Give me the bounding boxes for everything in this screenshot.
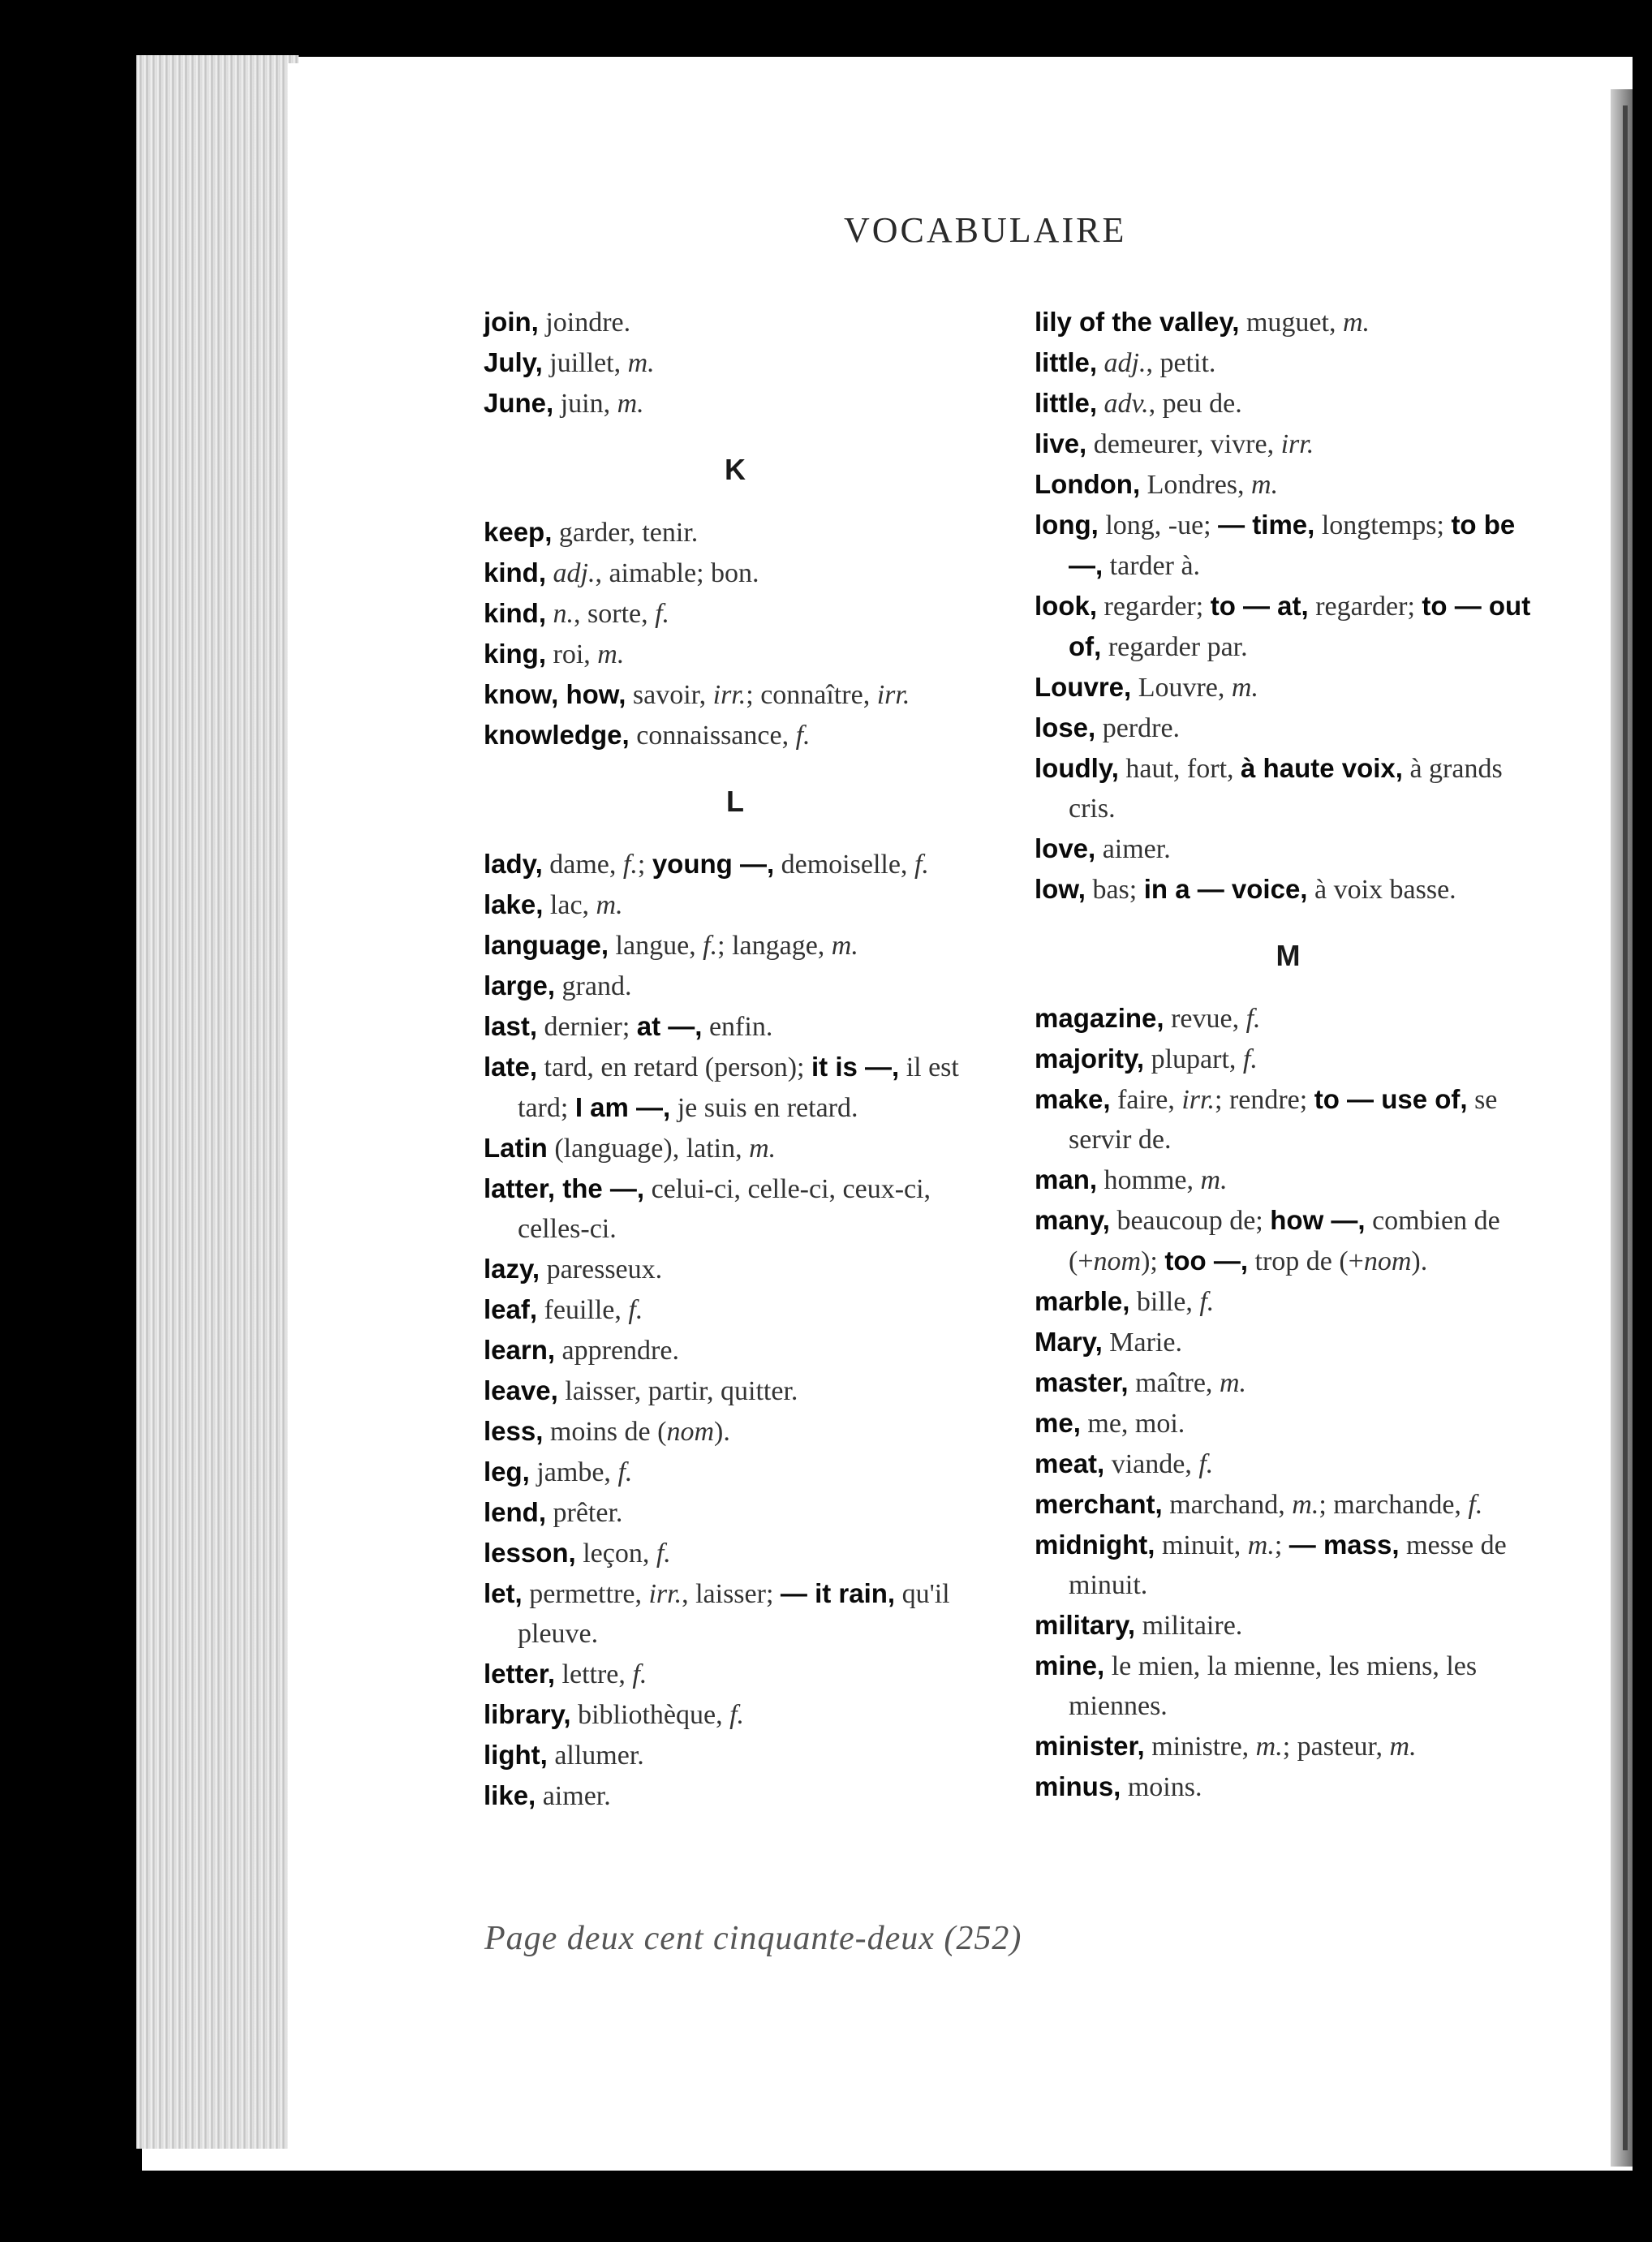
left-column	[484, 302, 987, 1816]
headword: too —,	[1164, 1246, 1248, 1276]
grammar-abbrev: irr.	[1280, 429, 1314, 459]
headword: language,	[484, 930, 609, 960]
grammar-abbrev: n.	[553, 599, 574, 629]
headword: meat,	[1035, 1448, 1105, 1478]
headword: live,	[1035, 428, 1087, 458]
definition-text: ;	[1274, 1530, 1289, 1560]
definition-text	[1097, 389, 1104, 419]
headword: knowledge,	[484, 720, 630, 750]
grammar-abbrev: m.	[596, 890, 623, 920]
vocabulary-entry	[484, 1128, 987, 1168]
vocabulary-entry	[1035, 383, 1542, 424]
right-column	[1035, 302, 1542, 1807]
headword: less,	[484, 1416, 544, 1446]
vocabulary-entry	[1035, 302, 1542, 342]
vocabulary-entry	[1035, 748, 1542, 828]
definition-text: juillet,	[542, 348, 628, 378]
definition-text: demeurer, vivre,	[1086, 429, 1281, 459]
grammar-abbrev: m.	[749, 1134, 777, 1164]
grammar-abbrev: m.	[1219, 1368, 1246, 1398]
headword: low,	[1035, 874, 1086, 904]
definition-text: , peu de.	[1148, 389, 1242, 419]
headword: long,	[1035, 510, 1099, 540]
definition-text: viande,	[1104, 1449, 1199, 1479]
vocabulary-entry	[1035, 586, 1542, 667]
grammar-abbrev: f.	[655, 599, 670, 629]
vocabulary-entry	[1035, 1079, 1542, 1160]
grammar-abbrev: m.	[1389, 1732, 1417, 1762]
headword: love,	[1035, 833, 1096, 863]
definition-text: homme,	[1097, 1165, 1201, 1195]
vocabulary-entry	[484, 1006, 987, 1047]
scan-border-bottom	[0, 2171, 1652, 2242]
grammar-abbrev: f.	[656, 1538, 671, 1569]
headword: magazine,	[1035, 1003, 1164, 1033]
headword: let,	[484, 1578, 523, 1608]
definition-text: minuit,	[1155, 1530, 1248, 1560]
definition-text: connaissance,	[629, 721, 796, 751]
headword: — mass,	[1288, 1530, 1400, 1560]
scan-border-left	[0, 0, 142, 2242]
vocabulary-entry	[484, 383, 987, 424]
vocabulary-entry	[1035, 1362, 1542, 1403]
vocabulary-entry	[1035, 1200, 1542, 1281]
headword: in a — voice,	[1143, 874, 1308, 904]
headword: lady,	[484, 849, 543, 879]
definition-text: ; pasteur,	[1282, 1732, 1390, 1762]
binding-shadow	[1611, 89, 1633, 2167]
vocabulary-entry	[484, 1289, 987, 1330]
headword: lose,	[1035, 712, 1096, 742]
headword: kind,	[484, 557, 547, 587]
headword: — time,	[1218, 510, 1315, 540]
vocabulary-entry	[1035, 1605, 1542, 1646]
definition-text: , petit.	[1146, 348, 1216, 378]
definition-text	[546, 599, 553, 629]
definition-text: Marie.	[1102, 1328, 1182, 1358]
vocabulary-entry	[1035, 998, 1542, 1039]
vocabulary-entry	[484, 1371, 987, 1411]
vocabulary-entry	[1035, 505, 1542, 586]
vocabulary-entry	[484, 553, 987, 593]
definition-text: bas;	[1085, 875, 1144, 905]
grammar-abbrev: m.	[1231, 673, 1258, 703]
vocabulary-entry	[484, 966, 987, 1006]
definition-text: , laisser;	[682, 1579, 781, 1609]
definition-text: muguet,	[1239, 308, 1343, 338]
definition-text: militaire.	[1135, 1611, 1243, 1641]
section-letter: M	[1276, 939, 1301, 972]
definition-text: dame,	[542, 850, 623, 880]
grammar-abbrev: m.	[1292, 1490, 1319, 1520]
headword: lazy,	[484, 1254, 540, 1284]
grammar-abbrev: irr.	[712, 680, 746, 710]
grammar-abbrev: irr.	[876, 680, 910, 710]
headword: majority,	[1035, 1044, 1145, 1074]
definition-text: regarder;	[1097, 592, 1211, 622]
definition-text: aimer.	[1095, 834, 1171, 864]
definition-text: regarder par.	[1101, 632, 1248, 662]
grammar-abbrev: irr.	[648, 1579, 682, 1609]
definition-text: celui-ci, celle-ci, ceux-ci, celles-ci.	[518, 1174, 931, 1244]
definition-text: apprendre.	[555, 1336, 679, 1366]
grammar-abbrev: m.	[1251, 470, 1279, 500]
definition-text: ;	[637, 850, 652, 880]
grammar-abbrev: f.	[1198, 1449, 1214, 1479]
headword: lend,	[484, 1497, 547, 1527]
headword: know, how,	[484, 679, 626, 709]
vocabulary-entry	[1035, 1322, 1542, 1362]
headword: to — at,	[1210, 591, 1309, 621]
grammar-abbrev: f.	[632, 1659, 647, 1689]
headword: man,	[1035, 1164, 1098, 1194]
headword: large,	[484, 970, 556, 1001]
grammar-abbrev: m.	[1200, 1165, 1228, 1195]
definition-text: perdre.	[1095, 713, 1181, 743]
vocabulary-entry	[484, 1492, 987, 1533]
definition-text: ; connaître,	[746, 680, 877, 710]
headword: many,	[1035, 1205, 1110, 1235]
definition-text: plupart,	[1144, 1044, 1243, 1074]
definition-text: allumer.	[547, 1741, 644, 1771]
vocabulary-entry	[1035, 342, 1542, 383]
definition-text: lettre,	[555, 1659, 633, 1689]
headword: to be —,	[1069, 510, 1516, 580]
definition-text: il est tard;	[518, 1052, 959, 1123]
definition-text	[1097, 348, 1104, 378]
headword: at —,	[636, 1011, 703, 1041]
headword: keep,	[484, 517, 553, 547]
headword: little,	[1035, 388, 1098, 418]
headword: how —,	[1270, 1205, 1366, 1235]
headword: look,	[1035, 591, 1098, 621]
vocabulary-entry	[1035, 1766, 1542, 1807]
definition-text: garder, tenir.	[552, 518, 699, 548]
vocabulary-entry	[1035, 1484, 1542, 1525]
grammar-abbrev: nom	[1363, 1246, 1412, 1276]
headword: merchant,	[1035, 1489, 1163, 1519]
headword: July,	[484, 347, 543, 377]
definition-text: combien de (+	[1069, 1206, 1500, 1276]
definition-text: faire,	[1110, 1085, 1182, 1115]
definition-text: grand.	[555, 971, 632, 1001]
headword: me,	[1035, 1408, 1081, 1438]
headword: à haute voix,	[1241, 753, 1403, 783]
definition-text: ; marchande,	[1319, 1490, 1469, 1520]
headword: to — use of,	[1314, 1084, 1468, 1114]
grammar-abbrev: f.	[1245, 1004, 1261, 1034]
definition-text: ).	[714, 1417, 730, 1447]
headword: minister,	[1035, 1731, 1145, 1761]
grammar-abbrev: f.	[617, 1457, 633, 1487]
definition-text: feuille,	[537, 1295, 629, 1325]
definition-text: savoir,	[626, 680, 713, 710]
headword: join,	[484, 307, 539, 337]
vocabulary-entry	[484, 884, 987, 925]
definition-text: paresseux.	[540, 1254, 663, 1285]
definition-text	[546, 558, 553, 588]
vocabulary-entry	[1035, 869, 1542, 910]
definition-text: demoiselle,	[774, 850, 914, 880]
definition-text: tarder à.	[1103, 551, 1201, 581]
headword: mine,	[1035, 1650, 1105, 1680]
definition-text: longtemps;	[1314, 510, 1452, 540]
vocabulary-entry	[484, 1047, 987, 1128]
headword: young —,	[652, 849, 775, 879]
vocabulary-entry	[484, 1735, 987, 1775]
definition-text: jambe,	[529, 1457, 618, 1487]
headword: — it rain,	[780, 1578, 896, 1608]
vocabulary-entry	[1035, 708, 1542, 748]
definition-text: aimer.	[536, 1781, 611, 1811]
definition-text: beaucoup de;	[1109, 1206, 1271, 1236]
vocabulary-entry	[484, 1654, 987, 1694]
definition-text: tard, en retard (person);	[537, 1052, 812, 1082]
vocabulary-entry	[484, 925, 987, 966]
page-folio: Page deux cent cinquante-deux (252)	[484, 1920, 1022, 1957]
headword: master,	[1035, 1367, 1129, 1397]
grammar-abbrev: f.	[622, 850, 638, 880]
headword: military,	[1035, 1610, 1136, 1640]
definition-text: langue,	[609, 931, 703, 961]
definition-text: ; rendre;	[1215, 1085, 1314, 1115]
headword: Latin	[484, 1133, 548, 1163]
headword: leaf,	[484, 1294, 538, 1324]
vocabulary-entry	[1035, 464, 1542, 505]
vocabulary-entry	[484, 1249, 987, 1289]
vocabulary-entry	[484, 1168, 987, 1249]
definition-text: regarder;	[1308, 592, 1422, 622]
vocabulary-entry	[484, 1533, 987, 1573]
headword: Louvre,	[1035, 672, 1132, 702]
vocabulary-entry	[1035, 667, 1542, 708]
vocabulary-entry	[484, 715, 987, 755]
headword: lake,	[484, 889, 544, 919]
definition-text: Londres,	[1140, 470, 1252, 500]
definition-text: prêter.	[546, 1498, 623, 1528]
headword: letter,	[484, 1659, 556, 1689]
grammar-abbrev: irr.	[1181, 1085, 1215, 1115]
grammar-abbrev: f.	[1242, 1044, 1258, 1074]
grammar-abbrev: f.	[628, 1295, 643, 1325]
definition-text: revue,	[1164, 1004, 1246, 1034]
headword: marble,	[1035, 1286, 1130, 1316]
grammar-abbrev: f.	[1468, 1490, 1483, 1520]
definition-text: ; langage,	[717, 931, 832, 961]
vocabulary-entry	[484, 1775, 987, 1816]
definition-text: le mien, la mienne, les miens, les miennes.	[1069, 1651, 1478, 1721]
vocabulary-entry	[484, 302, 987, 342]
definition-text: à grands cris.	[1069, 754, 1503, 824]
vocabulary-entry	[484, 342, 987, 383]
grammar-abbrev: m.	[627, 348, 655, 378]
definition-text: bibliothèque,	[570, 1700, 730, 1730]
grammar-abbrev: adj.	[553, 558, 596, 588]
scan-border-top	[0, 0, 1652, 57]
definition-text: ministre,	[1144, 1732, 1256, 1762]
definition-text: maître,	[1128, 1368, 1220, 1398]
headword: like,	[484, 1780, 536, 1810]
headword: it is —,	[811, 1052, 900, 1082]
vocabulary-entry	[484, 1411, 987, 1452]
definition-text: messe de minuit.	[1069, 1530, 1507, 1600]
headword: leg,	[484, 1457, 530, 1487]
vocabulary-entry	[484, 674, 987, 715]
grammar-abbrev: m.	[1247, 1530, 1275, 1560]
headword: library,	[484, 1699, 571, 1729]
definition-text: joindre.	[538, 308, 631, 338]
vocabulary-entry	[484, 1452, 987, 1492]
grammar-abbrev: adv.	[1103, 389, 1149, 419]
grammar-abbrev: f.	[729, 1700, 745, 1730]
vocabulary-entry	[1035, 1281, 1542, 1322]
definition-text: enfin.	[702, 1012, 773, 1042]
definition-text: );	[1141, 1246, 1165, 1276]
headword: Mary,	[1035, 1327, 1103, 1357]
definition-text: , aimable; bon.	[595, 558, 759, 588]
headword: late,	[484, 1052, 538, 1082]
vocabulary-entry	[1035, 1444, 1542, 1484]
vocabulary-entry	[1035, 1403, 1542, 1444]
definition-text: me, moi.	[1080, 1409, 1185, 1439]
binding-gutter	[1623, 105, 1628, 2150]
definition-text: leçon,	[575, 1538, 656, 1569]
definition-text: ).	[1411, 1246, 1428, 1276]
definition-text: moins de (	[543, 1417, 667, 1447]
vocabulary-entry	[484, 1573, 987, 1654]
vocabulary-entry	[1035, 1160, 1542, 1200]
grammar-abbrev: f.	[1199, 1287, 1215, 1317]
headword: leave,	[484, 1375, 558, 1405]
headword: London,	[1035, 469, 1141, 499]
definition-text: haut, fort,	[1118, 754, 1241, 784]
definition-text: dernier;	[537, 1012, 637, 1042]
grammar-abbrev: m.	[597, 639, 625, 669]
headword: to — out of,	[1069, 591, 1531, 661]
definition-text: (language), latin,	[547, 1134, 750, 1164]
headword: loudly,	[1035, 753, 1119, 783]
section-letter: K	[725, 453, 746, 486]
book-page-edges	[136, 55, 299, 2149]
grammar-abbrev: m.	[831, 931, 858, 961]
definition-text: roi,	[546, 639, 598, 669]
vocabulary-entry	[1035, 424, 1542, 464]
vocabulary-entry	[484, 634, 987, 674]
headword: make,	[1035, 1084, 1111, 1114]
grammar-abbrev: adj.	[1103, 348, 1147, 378]
headword: kind,	[484, 598, 547, 628]
headword: king,	[484, 639, 547, 669]
definition-text: lac,	[543, 890, 596, 920]
definition-text: trop de (+	[1248, 1246, 1364, 1276]
vocabulary-entry	[484, 844, 987, 884]
grammar-abbrev: f.	[703, 931, 718, 961]
headword: light,	[484, 1740, 548, 1770]
headword: I am —,	[574, 1092, 671, 1122]
running-head: VOCABULAIRE	[844, 210, 1127, 250]
vocabulary-entry	[1035, 1646, 1542, 1726]
headword: little,	[1035, 347, 1098, 377]
headword: June,	[484, 388, 554, 418]
headword: lily of the valley,	[1035, 307, 1240, 337]
grammar-abbrev: m.	[617, 389, 644, 419]
definition-text: juin,	[553, 389, 617, 419]
section-letter: L	[726, 785, 744, 818]
vocabulary-entry	[484, 512, 987, 553]
vocabulary-entry	[484, 593, 987, 634]
definition-text: , sorte,	[574, 599, 656, 629]
headword: lesson,	[484, 1538, 576, 1568]
definition-text: laisser, partir, quitter.	[557, 1376, 798, 1406]
headword: last,	[484, 1011, 538, 1041]
vocabulary-entry	[484, 1330, 987, 1371]
headword: midnight,	[1035, 1530, 1155, 1560]
headword: latter, the —,	[484, 1173, 645, 1203]
definition-text: moins.	[1121, 1772, 1202, 1802]
grammar-abbrev: nom	[1093, 1246, 1142, 1276]
definition-text: marchand,	[1162, 1490, 1293, 1520]
grammar-abbrev: f.	[914, 850, 929, 880]
vocabulary-entry	[1035, 1039, 1542, 1079]
headword: learn,	[484, 1335, 556, 1365]
definition-text: qu'il pleuve.	[518, 1579, 950, 1649]
definition-text: long, -ue;	[1098, 510, 1219, 540]
definition-text: je suis en retard.	[670, 1093, 858, 1123]
scan-border-right	[1633, 0, 1652, 2242]
grammar-abbrev: f.	[795, 721, 811, 751]
definition-text: Louvre,	[1131, 673, 1232, 703]
vocabulary-entry	[1035, 1525, 1542, 1605]
grammar-abbrev: m.	[1255, 1732, 1283, 1762]
headword: minus,	[1035, 1771, 1121, 1801]
definition-text: permettre,	[522, 1579, 649, 1609]
grammar-abbrev: nom	[666, 1417, 715, 1447]
vocabulary-entry	[1035, 1726, 1542, 1766]
vocabulary-entry	[1035, 828, 1542, 869]
definition-text: à voix basse.	[1307, 875, 1456, 905]
vocabulary-entry	[484, 1694, 987, 1735]
definition-text: se servir de.	[1069, 1085, 1498, 1155]
definition-text: bille,	[1129, 1287, 1200, 1317]
grammar-abbrev: m.	[1342, 308, 1370, 338]
